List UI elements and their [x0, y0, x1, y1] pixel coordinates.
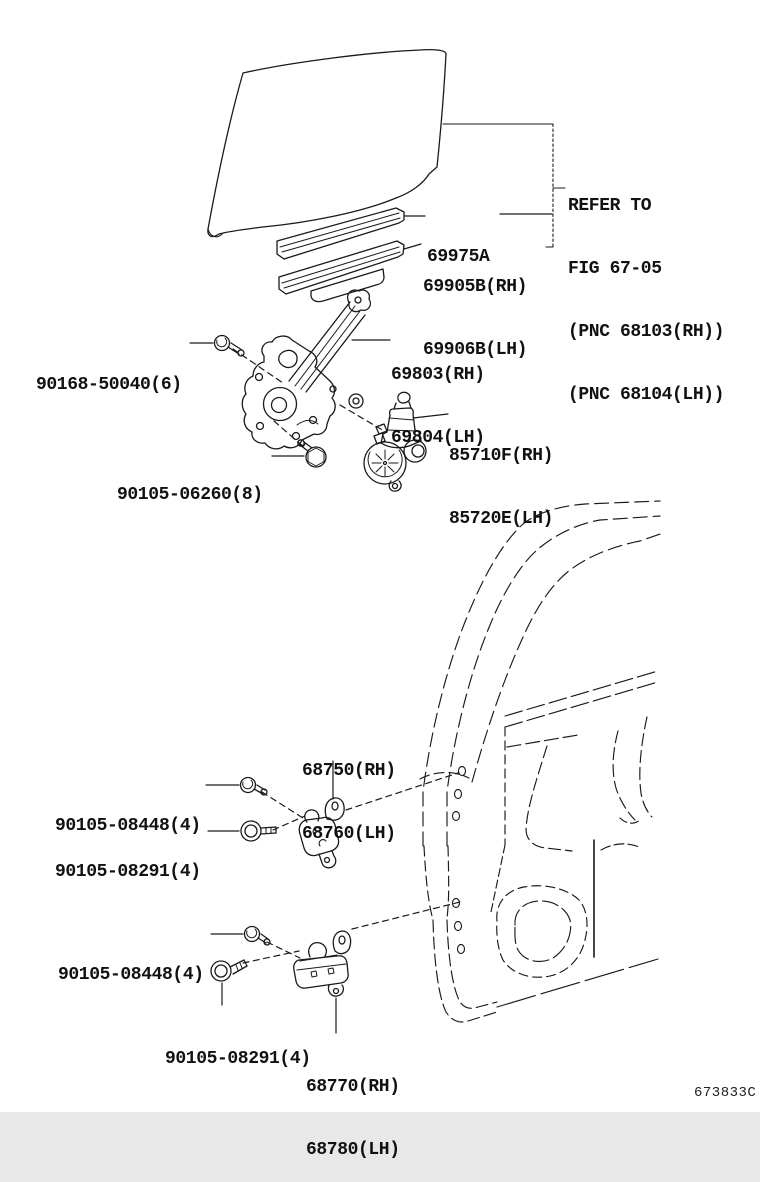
part-number: 69803(RH) — [391, 365, 485, 385]
part-number: 69975A — [427, 247, 490, 267]
part-number: 90105-06260(8) — [117, 485, 263, 505]
refer-note — [568, 154, 724, 427]
part-label-68770-68780 — [306, 1035, 400, 1182]
part-number: 85710F(RH) — [449, 446, 554, 466]
part-label-90105-08291-lower — [165, 1007, 311, 1091]
part-number: 68780(LH) — [306, 1140, 400, 1160]
part-number: 68760(LH) — [302, 824, 396, 844]
part-number: 90168-50040(6) — [36, 375, 182, 395]
part-number: 68750(RH) — [302, 761, 396, 781]
part-number: 90105-08448(4) — [55, 816, 201, 836]
bolt-06260-drawing — [298, 440, 326, 467]
bolt-08448-lower-drawing — [245, 927, 271, 946]
part-number: 85720E(LH) — [449, 509, 554, 529]
figure-code: 673833C — [694, 1085, 757, 1101]
part-label-90105-08448-lower — [58, 923, 204, 1007]
bolt-08291-upper-drawing — [241, 821, 276, 841]
part-label-85710f-85720e — [449, 404, 553, 551]
part-number: 68770(RH) — [306, 1077, 400, 1097]
bolt-08291-lower-drawing — [211, 960, 247, 981]
door-glass-drawing — [208, 50, 446, 237]
part-number: 69906B(LH) — [423, 340, 528, 360]
part-label-90105-06260 — [117, 443, 263, 527]
lower-hinge-68770-drawing — [294, 931, 351, 996]
refer-note-line: FIG 67-05 — [568, 259, 662, 279]
part-number: 69905B(RH) — [423, 277, 528, 297]
part-number: 90105-08291(4) — [165, 1049, 311, 1069]
part-number: 90105-08291(4) — [55, 862, 201, 882]
screw-90168-drawing — [215, 336, 245, 357]
part-label-90105-08291-upper — [55, 820, 201, 904]
glass-channel-69905-drawing — [279, 241, 404, 302]
window-regulator-drawing — [242, 290, 370, 449]
part-number: 90105-08448(4) — [58, 965, 204, 985]
part-number: 69804(LH) — [391, 428, 485, 448]
refer-note-line: (PNC 68103(RH)) — [568, 322, 725, 342]
door-panel-drawing — [420, 501, 663, 1022]
refer-note-line: (PNC 68104(LH)) — [568, 385, 725, 405]
part-label-68750-68760 — [302, 719, 396, 866]
refer-note-line: REFER TO — [568, 196, 652, 216]
part-label-90168-50040 — [36, 333, 182, 417]
